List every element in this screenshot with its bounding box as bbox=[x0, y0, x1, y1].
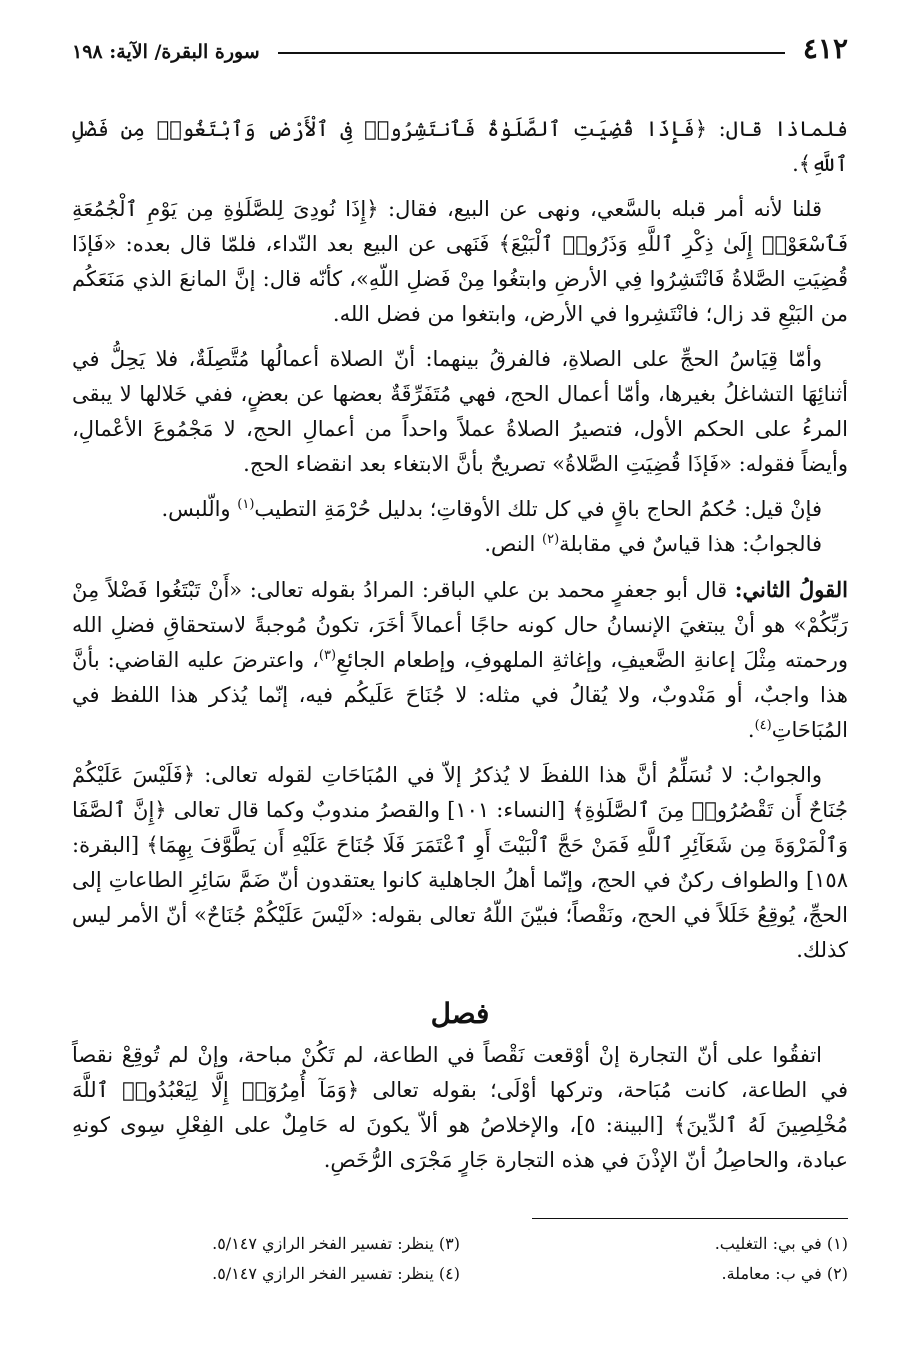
paragraph-3: وأمّا قِيَاسُ الحجِّ على الصلاةِ، فالفرقُ بينهما: أنّ الصلاة أعمالُها مُتَّصِلَةٌ، فلا يَحِلُّ في أثنائِهَا التشاغلُ بغيرها، وأمّا أعمال الحج، فهي مُتَفَرِّقَةٌ بعضها عن بعضٍ، ففي خَلالها لا يبقى المرءُ على الحكم الأول، فتصيرُ الصلاةُ عملاً واحداً من أعمالِ الحج، لا مَجْمُوعَ الأعْمالِ، وأيضاً فقوله: «فَإذَا قُضِيَتِ الصَّلاةُ» تصريحٌ بأنَّ الابتغاء بعد انقضاء الحج. bbox=[72, 347, 848, 476]
paragraph-6 bbox=[72, 572, 848, 748]
paragraph-1: فلماذا قال: ﴿فَإِذَا قُضِيَتِ ٱلصَّلَوٰةُ فَٱنتَشِرُوا۟ فِى ٱلْأَرْضِ وَٱبْتَغُوا۟ مِن فَضْلِ ٱللَّهِ﴾. bbox=[72, 117, 848, 176]
paragraph-7-tail: . bbox=[747, 718, 755, 742]
footnote-rule bbox=[532, 1218, 848, 1219]
header-rule bbox=[278, 52, 785, 54]
footnote-ref-1: (١) bbox=[237, 497, 255, 512]
footnote-2: (٢) في ب: معاملة. bbox=[721, 1264, 848, 1283]
footnote-4: (٤) ينظر: تفسير الفخر الرازي ٥/١٤٧. bbox=[212, 1264, 460, 1283]
paragraph-5-tail: النص. bbox=[484, 532, 536, 556]
paragraph-5-text: فالجوابُ: هذا قياسٌ في مقابلة bbox=[559, 532, 822, 556]
footnote-ref-2: (٢) bbox=[542, 532, 560, 547]
paragraph-6-text: قال أبو جعفرٍ محمد بن علي الباقر: المرادُ بقوله تعالى: «أَنْ تَبْتَغُوا فَضْلاً مِنْ رَبِّكُمْ» هو أنْ يبتغيَ الإنسانُ حال كونه حاجًا أعمالاً أخَرَ، تكونُ مُوجبةً لاستحقاقِ فضلِ الله ورحمته مِثْلَ إعانةِ الضَّعيفِ، وإغاثةِ الملهوفِ، وإطعام الجائعِ bbox=[72, 578, 848, 672]
page-header bbox=[72, 28, 848, 64]
footnotes bbox=[72, 1232, 848, 1286]
paragraph-4 bbox=[72, 492, 848, 527]
section-title: فصل bbox=[430, 997, 490, 1030]
page-number: ٤١٢ bbox=[802, 32, 848, 65]
paragraph-2: قلنا لأنه أمر قبله بالسَّعي، ونهى عن البيع، فقال: ﴿إِذَا نُودِىَ لِلصَّلَوٰةِ مِن يَوْمِ ٱلْجُمُعَةِ فَٱسْعَوْا۟ إِلَىٰ ذِكْرِ ٱللَّهِ وَذَرُوا۟ ٱلْبَيْعَ﴾ فَنَهى عن البيع بعد النّداء، فلمّا قال بعده: «فَإذَا قُضِيَتِ الصَّلاةُ فَانْتَشِرُوا فِي الأرضِ وابتغُوا مِنْ فَضلِ اللّهِ»، كأنّه قال: إنَّ المانعَ الذي مَنَعَكُم من البَيْعِ قد زال؛ فانْتَشِروا في الأرض، وابتغوا من فضل الله. bbox=[72, 197, 848, 326]
footnote-1: (١) في بي: التغليب. bbox=[714, 1234, 848, 1253]
footnote-ref-3: (٣) bbox=[318, 648, 337, 663]
second-opinion-label: القولُ الثاني: bbox=[734, 577, 848, 602]
paragraph-8: والجوابُ: لا نُسَلِّمُ أنَّ هذا اللفظَ لا يُذكرُ إلاّ في المُبَاحَاتِ لقوله تعالى: ﴿فَلَيْسَ عَلَيْكُمْ جُنَاحٌ أَن تَقْصُرُوا۟ مِنَ ٱلصَّلَوٰةِ﴾ [النساء: ١٠١] والقصرُ مندوبٌ وكما قال تعالى ﴿إِنَّ ٱلصَّفَا وَٱلْمَرْوَةَ مِن شَعَآئِرِ ٱللَّهِ فَمَنْ حَجَّ ٱلْبَيْتَ أَوِ ٱعْتَمَرَ فَلَا جُنَاحَ عَلَيْهِ أَن يَطَّوَّفَ بِهِمَا﴾ [البقرة: ١٥٨] والطواف ركنٌ في الحج، وإنّما أهلُ الجاهلية كانوا يعتقدون أنّ ضَمَّ سَائِرِ الطاعاتِ إلى الحجِّ، يُوقِعُ خَلَلاً في الحج، ونَقْصاً؛ فبيّنَ اللّهُ تعالى بقوله: «لَيْسَ عَلَيْكُمْ جُنَاحٌ» أنّ الأمر ليس كذلك. bbox=[72, 763, 848, 962]
running-title: سورة البقرة/ الآية: ١٩٨ bbox=[72, 41, 260, 63]
footnote-3: (٣) ينظر: تفسير الفخر الرازي ٥/١٤٧. bbox=[212, 1234, 460, 1253]
footnote-ref-4: (٤) bbox=[754, 718, 772, 733]
paragraph-4-text: فإنْ قيل: حُكمُ الحاج باقٍ في كل تلك الأوقاتِ؛ بدليل حُرْمَةِ التطيب bbox=[254, 497, 822, 521]
paragraph-6-tail: ، bbox=[312, 648, 319, 672]
paragraph-7-text: واعترضَ عليه القاضي: بأنَّ هذا واجبٌ، أو مَنْدوبٌ، ولا يُقالُ في مثله: لا جُنَاحَ عَلَيكُم فيه، إنّما يُذكر هذا اللفظ في المُبَاحَاتِ bbox=[72, 648, 848, 742]
paragraph-4-tail: والّلبس. bbox=[161, 497, 231, 521]
fasl-paragraph: اتفقُوا على أنّ التجارة إنْ أوْقعت نَقْصاً في الطاعة، لم تَكُنْ مباحة، وإنْ لم تُوقِعْ نقصاً في الطاعة، كانت مُبَاحة، وتركها أوْلَى؛ بقوله تعالى ﴿وَمَآ أُمِرُوٓا۟ إِلَّا لِيَعْبُدُوا۟ ٱللَّهَ مُخْلِصِينَ لَهُ ٱلدِّينَ﴾ [البينة: ٥]، والإخلاصُ هو ألاّ يكونَ له حَامِلٌ على الفِعْلِ سِوى كونهِ عبادة، والحاصِلُ أنّ الإذْنَ في هذه التجارة جَارٍ مَجْرَى الرُّخَصِ. bbox=[72, 1043, 849, 1172]
page-body bbox=[72, 112, 848, 1178]
paragraph-5 bbox=[72, 527, 848, 562]
